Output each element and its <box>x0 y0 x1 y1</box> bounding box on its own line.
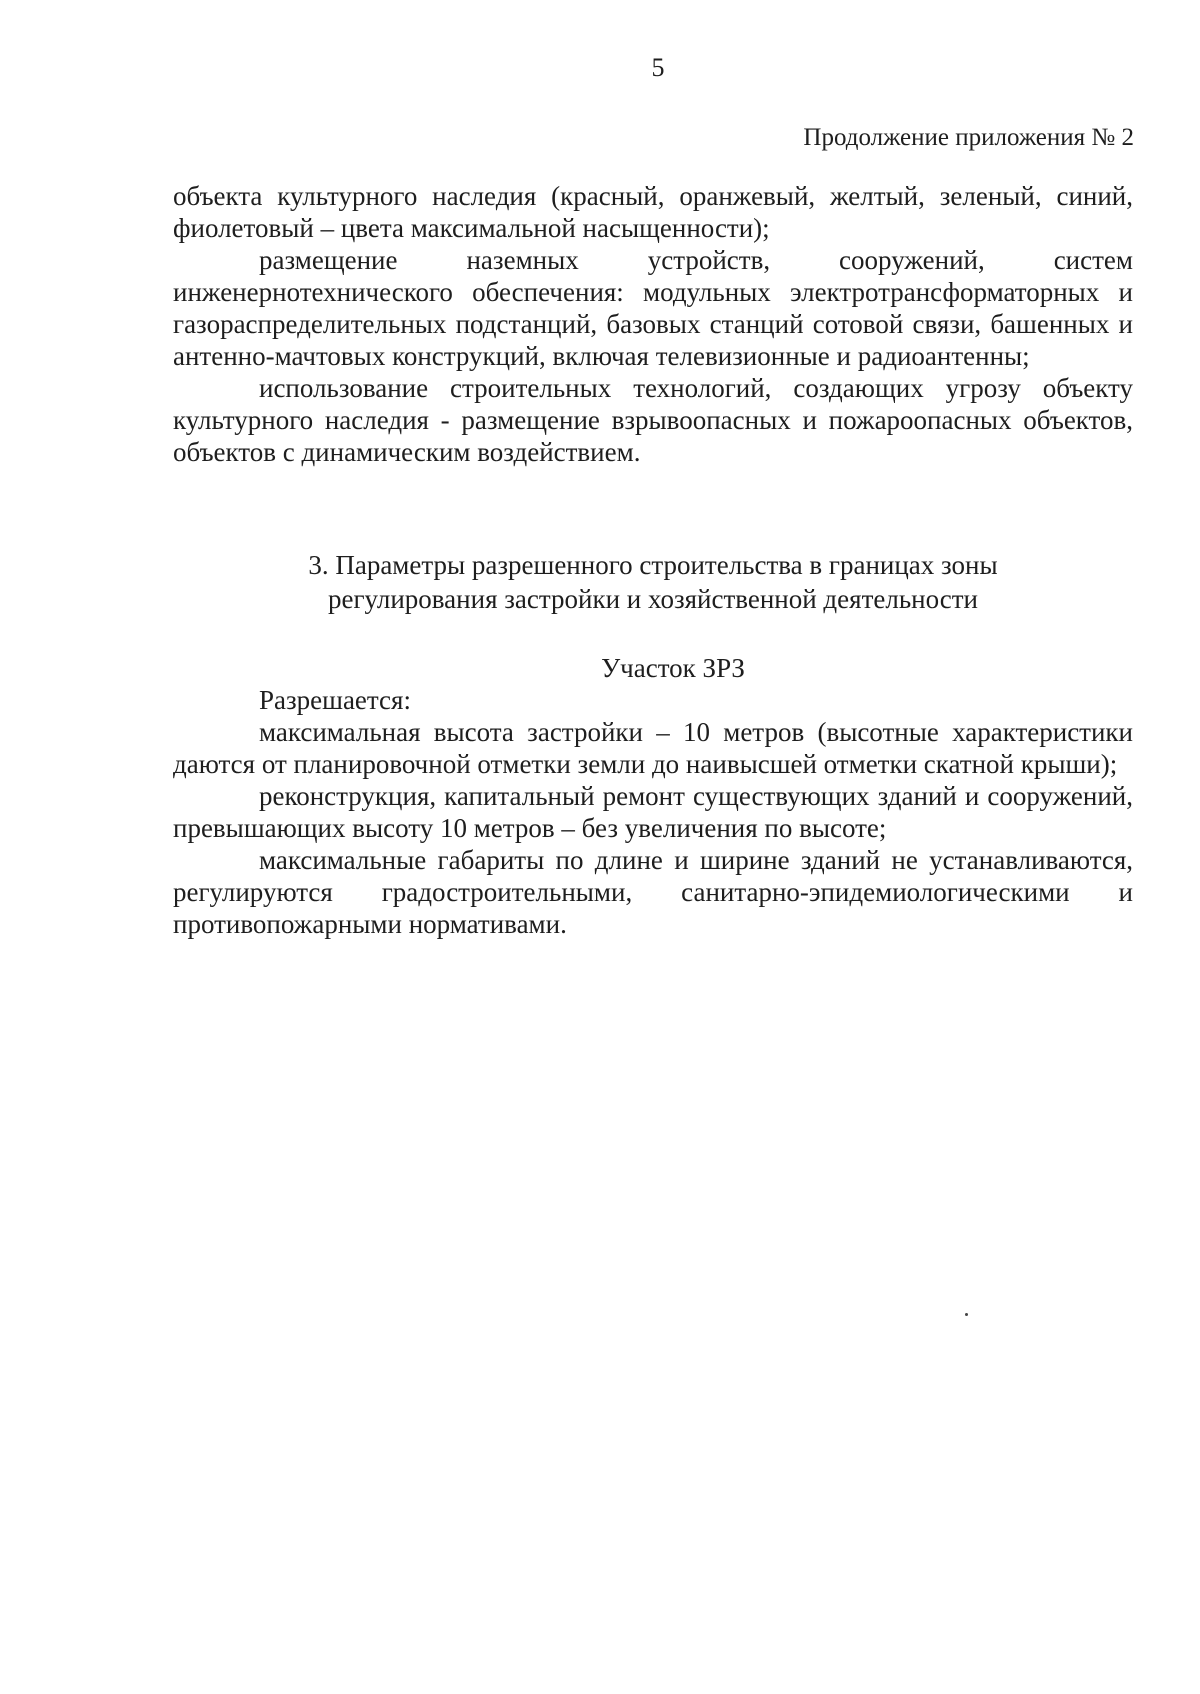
paragraph-continuation: объекта культурного наследия (красный, оранжевый, желтый, зеленый, синий, фиолетовый – цвета максимальной насыщенности); <box>173 181 1133 243</box>
attachment-note: Продолжение приложения № 2 <box>803 124 1134 151</box>
allowed-label: Разрешается: <box>259 685 411 715</box>
allowed-item-reconstruction: реконструкция, капитальный ремонт существующих зданий и сооружений, превышающих высоту 10 метров – без увеличения по высоте; <box>173 781 1133 843</box>
section-heading-line-2: регулирования застройки и хозяйственной деятельности <box>328 584 978 614</box>
section-heading <box>173 548 1133 616</box>
page-number: 5 <box>651 53 665 82</box>
paragraph-construction-technologies: использование строительных технологий, создающих угрозу объекту культурного наследия - размещение взрывоопасных и пожароопасных объектов, объектов с динамическим воздействием. <box>173 373 1133 467</box>
intro-text <box>173 180 1133 468</box>
paragraph-engineering-devices: размещение наземных устройств, сооружений, систем инженернотехнического обеспечения: модульных электротрансформаторных и газораспределительных подстанций, базовых станций сотовой связи, башенных и антенно-мачтовых конструкций, включая телевизионные и радиоантенны; <box>173 245 1133 371</box>
scan-dot <box>965 1313 968 1316</box>
subsection-title: Участок ЗРЗ <box>601 653 745 683</box>
allowed-item-dimensions: максимальные габариты по длине и ширине зданий не устанавливаются, регулируются градостроительными, санитарно-эпидемиологическими и противопожарными нормативами. <box>173 845 1133 939</box>
allowed-item-height: максимальная высота застройки – 10 метров (высотные характеристики даются от планировочной отметки земли до наивысшей отметки скатной крыши); <box>173 717 1133 779</box>
zrz-section <box>173 652 1133 940</box>
section-heading-line-1: 3. Параметры разрешенного строительства в границах зоны <box>308 550 998 580</box>
